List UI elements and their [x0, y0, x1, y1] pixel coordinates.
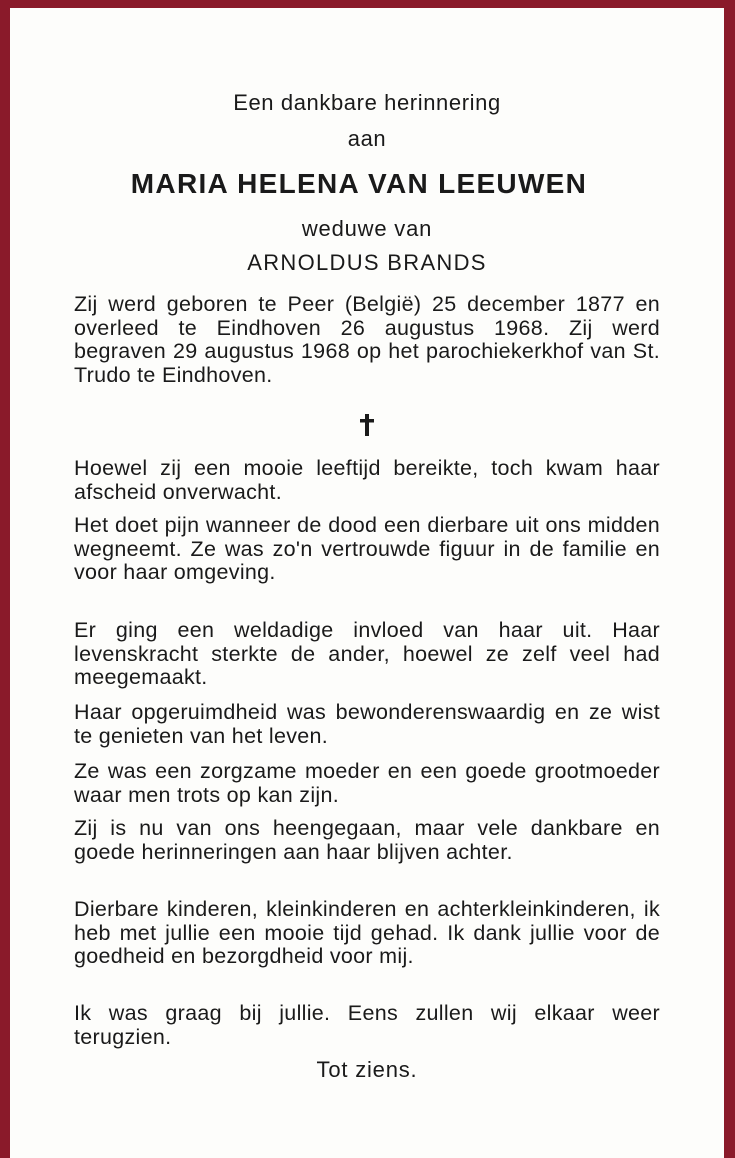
spouse-name: ARNOLDUS BRANDS	[247, 250, 487, 275]
memorial-paragraph: Ik was graag bij jullie. Eens zullen wij elkaar weer terugzien.	[74, 1001, 660, 1049]
memorial-paragraph: Er ging een weldadige invloed van haar uit. Haar levenskracht sterkte de ander, hoewel ze zelf veel had meegemaakt.	[74, 618, 660, 689]
memorial-paragraph: Het doet pijn wanneer de dood een dierbare uit ons midden wegneemt. Ze was zo'n vertrouwde figuur in de familie en voor haar omgeving.	[74, 513, 660, 584]
birth-death-paragraph: Zij werd geboren te Peer (België) 25 december 1877 en overleed te Eindhoven 26 augustus 1968. Zij werd begraven 29 augustus 1968 op het parochiekerkhof van St. Trudo te Eindhoven.	[74, 292, 660, 387]
widow-line: weduwe van	[301, 216, 433, 241]
memorial-card	[10, 8, 724, 1158]
memorial-paragraph: Hoewel zij een mooie leeftijd bereikte, toch kwam haar afscheid onverwacht.	[74, 456, 660, 504]
closing-line: Tot ziens.	[316, 1057, 418, 1082]
memorial-paragraph: Haar opgeruimdheid was bewonderenswaardig en ze wist te genieten van het leven.	[74, 700, 660, 748]
intro-line-aan: aan	[347, 126, 387, 151]
deceased-name: MARIA HELENA VAN LEEUWEN	[130, 168, 588, 199]
memorial-paragraph: Zij is nu van ons heengegaan, maar vele dankbare en goede herinneringen aan haar blijven achter.	[74, 816, 660, 864]
memorial-paragraph: Dierbare kinderen, kleinkinderen en achterkleinkinderen, ik heb met jullie een mooie tijd gehad. Ik dank jullie voor de goedheid en bezorgdheid voor mij.	[74, 897, 660, 968]
intro-line: Een dankbare herinnering	[233, 90, 501, 115]
memorial-paragraph: Ze was een zorgzame moeder en een goede grootmoeder waar men trots op kan zijn.	[74, 759, 660, 807]
cross-icon	[359, 414, 375, 436]
